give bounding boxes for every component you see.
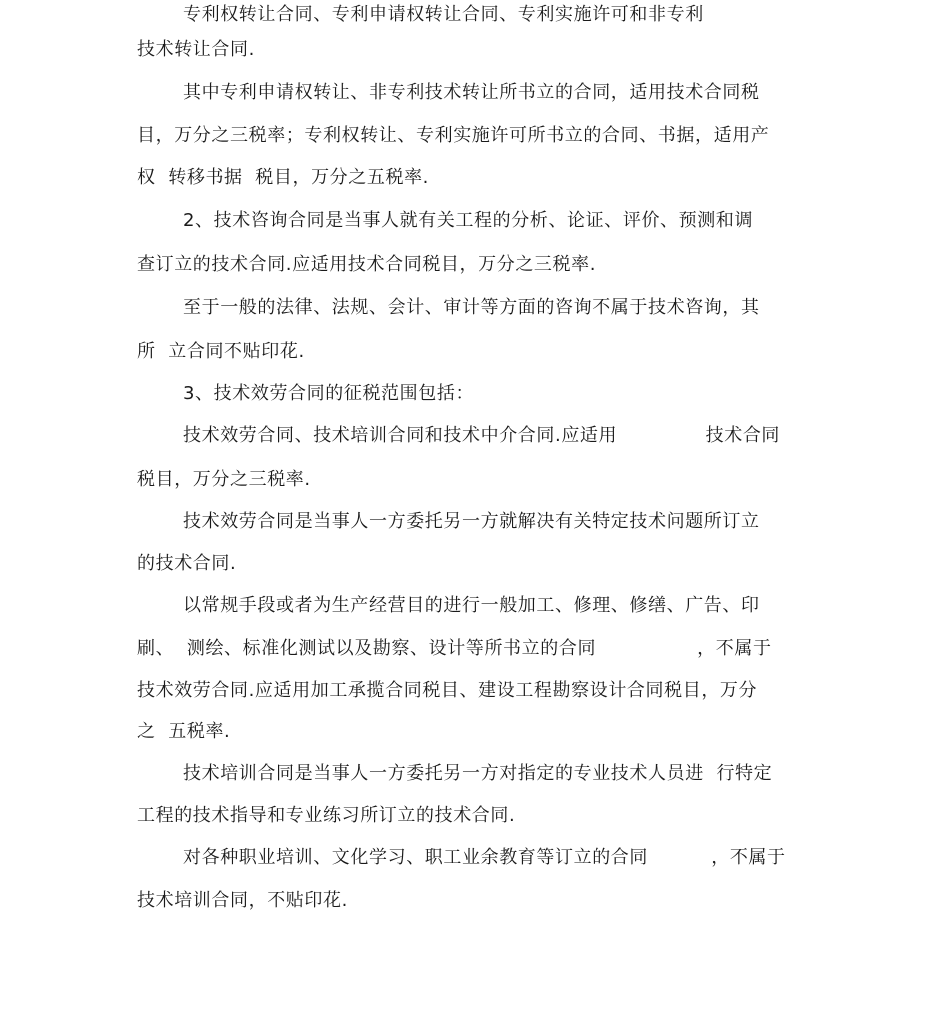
text-line: 查订立的技术合同.应适用技术合同税目，万分之三税率.: [137, 254, 597, 275]
text-line: 工程的技术指导和专业练习所订立的技术合同.: [137, 805, 516, 826]
text-line: 其中专利申请权转让、非专利技术转让所书立的合同，适用技术合同税: [183, 82, 760, 103]
text-line: 3、技术效劳合同的征税范围包括：: [183, 383, 475, 404]
text-line: 之 五税率.: [137, 721, 231, 742]
text-line: 以常规手段或者为生产经营目的进行一般加工、修理、修缮、广告、印: [183, 595, 760, 616]
text-line: 技术效劳合同是当事人一方委托另一方就解决有关特定技术问题所订立: [183, 511, 760, 532]
text-line: 技术效劳合同.应适用加工承揽合同税目、建设工程勘察设计合同税目，万分: [137, 680, 758, 701]
text-line: 至于一般的法律、法规、会计、审计等方面的咨询不属于技术咨询，其: [183, 297, 760, 318]
text-line: 税目，万分之三税率.: [137, 469, 311, 490]
text-line: 2、技术咨询合同是当事人就有关工程的分析、论证、评价、预测和调: [183, 210, 754, 231]
text-line: 目，万分之三税率；专利权转让、专利实施许可所书立的合同、书据，适用产: [137, 125, 770, 146]
text-line: 技术转让合同.: [137, 39, 255, 60]
text-line: 权 转移书据 税目，万分之五税率.: [137, 167, 430, 188]
text-line: 的技术合同.: [137, 553, 237, 574]
text-line: 所 立合同不贴印花.: [137, 341, 305, 362]
text-line: 技术培训合同，不贴印花.: [137, 890, 348, 911]
text-line: 对各种职业培训、文化学习、职工业余教育等订立的合同 ，不属于: [183, 847, 786, 868]
text-line: 刷、 测绘、标准化测试以及勘察、设计等所书立的合同 ，不属于: [137, 638, 772, 659]
text-line: 专利权转让合同、专利申请权转让合同、专利实施许可和非专利: [183, 4, 704, 25]
text-line: 技术效劳合同、技术培训合同和技术中介合同.应适用 技术合同: [183, 425, 781, 446]
text-line: 技术培训合同是当事人一方委托另一方对指定的专业技术人员进 行特定: [183, 763, 773, 784]
